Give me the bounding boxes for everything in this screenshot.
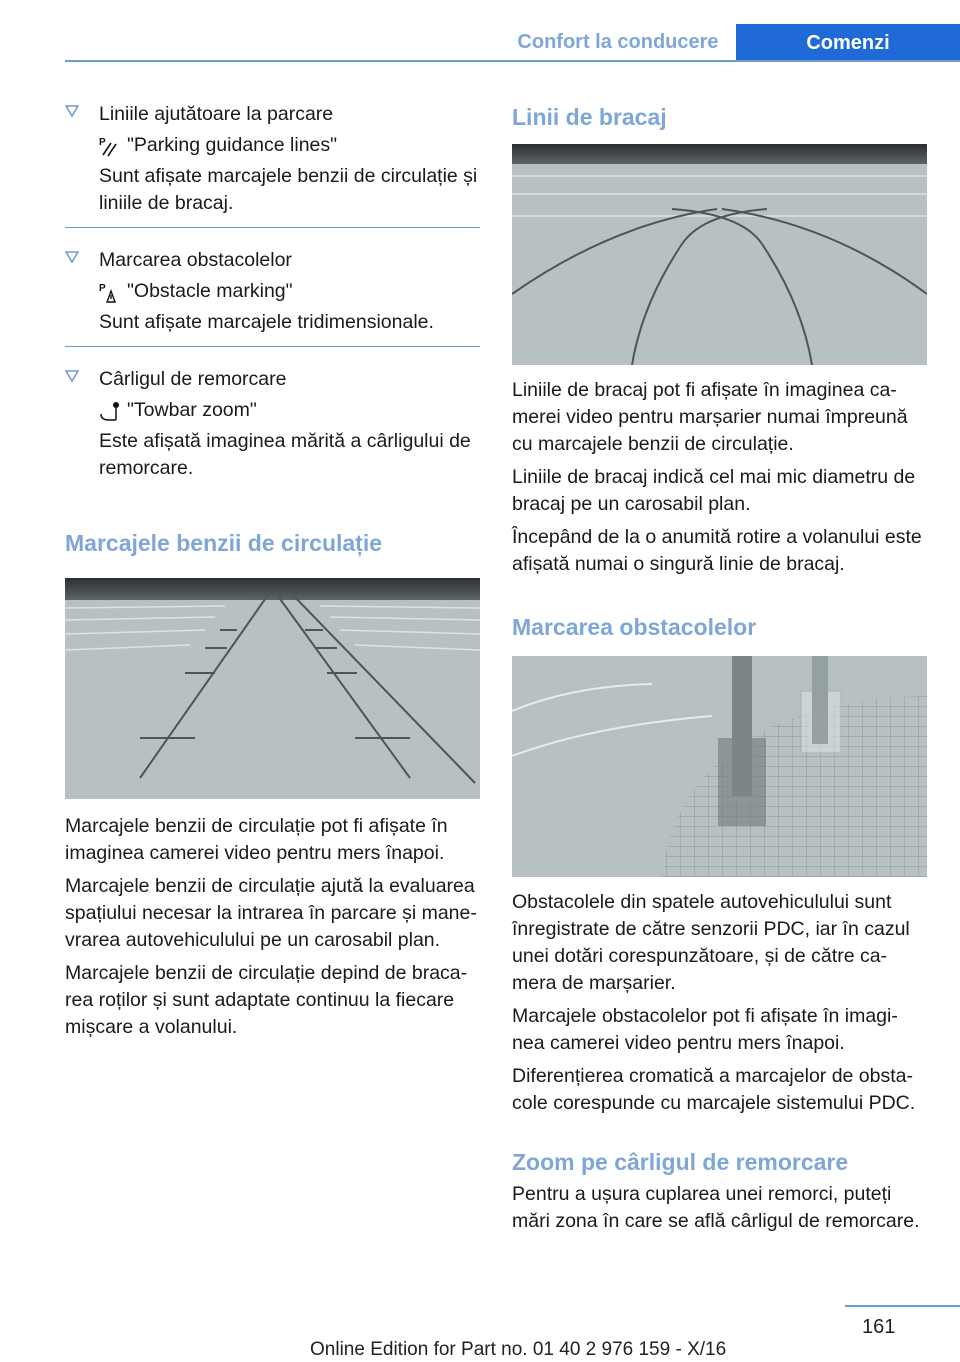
page-number-rule <box>845 1305 960 1307</box>
svg-text:P: P <box>99 282 106 294</box>
paragraph: Marcajele benzii de circulație ajută la evaluarea spațiului necesar la intrarea în parcare și mane‐ vrarea autovehiculului pe un carosabil plan. <box>65 875 477 951</box>
paragraph: Marcajele obstacolelor pot fi afișate în imagi‐ nea camerei video pentru mers înapoi. <box>512 1005 898 1054</box>
bullet-subtitle: "Parking guidance lines" <box>127 134 338 156</box>
divider <box>65 346 480 347</box>
header-tab: Comenzi <box>736 24 960 62</box>
paragraph: Marcajele benzii de circulație pot fi afișate în imaginea camerei video pentru mers înapoi. <box>65 815 448 864</box>
bullet-description: Este afișată imaginea mărită a cârligului de remorcare. <box>99 430 471 479</box>
bullet-item <box>65 238 480 357</box>
triangle-bullet-icon <box>65 369 79 383</box>
right-column <box>512 92 927 1235</box>
paragraph: Liniile de bracaj indică cel mai mic diametru de bracaj pe un carosabil plan. <box>512 466 916 515</box>
lane-markings-image <box>65 578 480 799</box>
left-column <box>65 92 480 1041</box>
footer-edition-text: Online Edition for Part no. 01 40 2 976 159 - X/16 <box>310 1339 727 1360</box>
header-section-title: Confort la conducere <box>517 31 719 53</box>
section-heading: Zoom pe cârligul de remorcare <box>512 1149 849 1175</box>
section-heading: Marcajele benzii de circulație <box>65 530 383 556</box>
paragraph: Marcajele benzii de circulație depind de braca‐ rea roților și sunt adaptate continuu la fiecare mișcare a volanului. <box>65 962 468 1038</box>
paragraph: Începând de la o anumită rotire a volanului este afișată numai o singură linie de bracaj. <box>512 526 922 575</box>
paragraph: Obstacolele din spatele autovehiculului sunt înregistrate de către senzorii PDC, iar în cazul unei dotări corespunzătoare, și de către ca‐ mera de marșarier. <box>512 891 910 994</box>
bullet-title: Marcarea obstacolelor <box>99 249 292 271</box>
paragraph: Diferențierea cromatică a marcajelor de obsta‐ cole corespunde cu marcajele sistemului PDC. <box>512 1065 916 1114</box>
triangle-bullet-icon <box>65 104 79 118</box>
header-rule <box>65 60 960 62</box>
obstacle-marking-image <box>512 656 927 877</box>
section-heading: Marcarea obstacolelor <box>512 614 757 640</box>
obstacle-marking-icon <box>99 281 119 303</box>
bullet-title: Liniile ajutătoare la parcare <box>99 103 334 125</box>
triangle-bullet-icon <box>65 250 79 264</box>
towbar-zoom-icon <box>99 400 119 422</box>
page-number: 161 <box>862 1316 896 1338</box>
bullet-item <box>65 357 480 492</box>
bullet-subtitle: "Towbar zoom" <box>127 399 257 421</box>
section-heading: Linii de bracaj <box>512 104 667 130</box>
paragraph: Pentru a ușura cuplarea unei remorci, puteți mări zona în care se află cârligul de remorcare. <box>512 1183 920 1232</box>
bullet-title: Cârligul de remorcare <box>99 368 287 390</box>
paragraph: Liniile de bracaj pot fi afișate în imaginea ca‐ merei video pentru marșarier numai împreună cu marcajele benzii de circulație. <box>512 379 908 455</box>
bullet-subtitle: "Obstacle marking" <box>127 280 293 302</box>
turning-radius-image <box>512 144 927 365</box>
page-header <box>0 0 960 62</box>
bullet-description: Sunt afișate marcajele benzii de circulație și liniile de bracaj. <box>99 165 478 214</box>
parking-guidance-icon <box>99 135 119 157</box>
bullet-item <box>65 92 480 238</box>
svg-text:P: P <box>99 136 106 148</box>
divider <box>65 227 480 228</box>
bullet-description: Sunt afișate marcajele tridimensionale. <box>99 311 434 333</box>
